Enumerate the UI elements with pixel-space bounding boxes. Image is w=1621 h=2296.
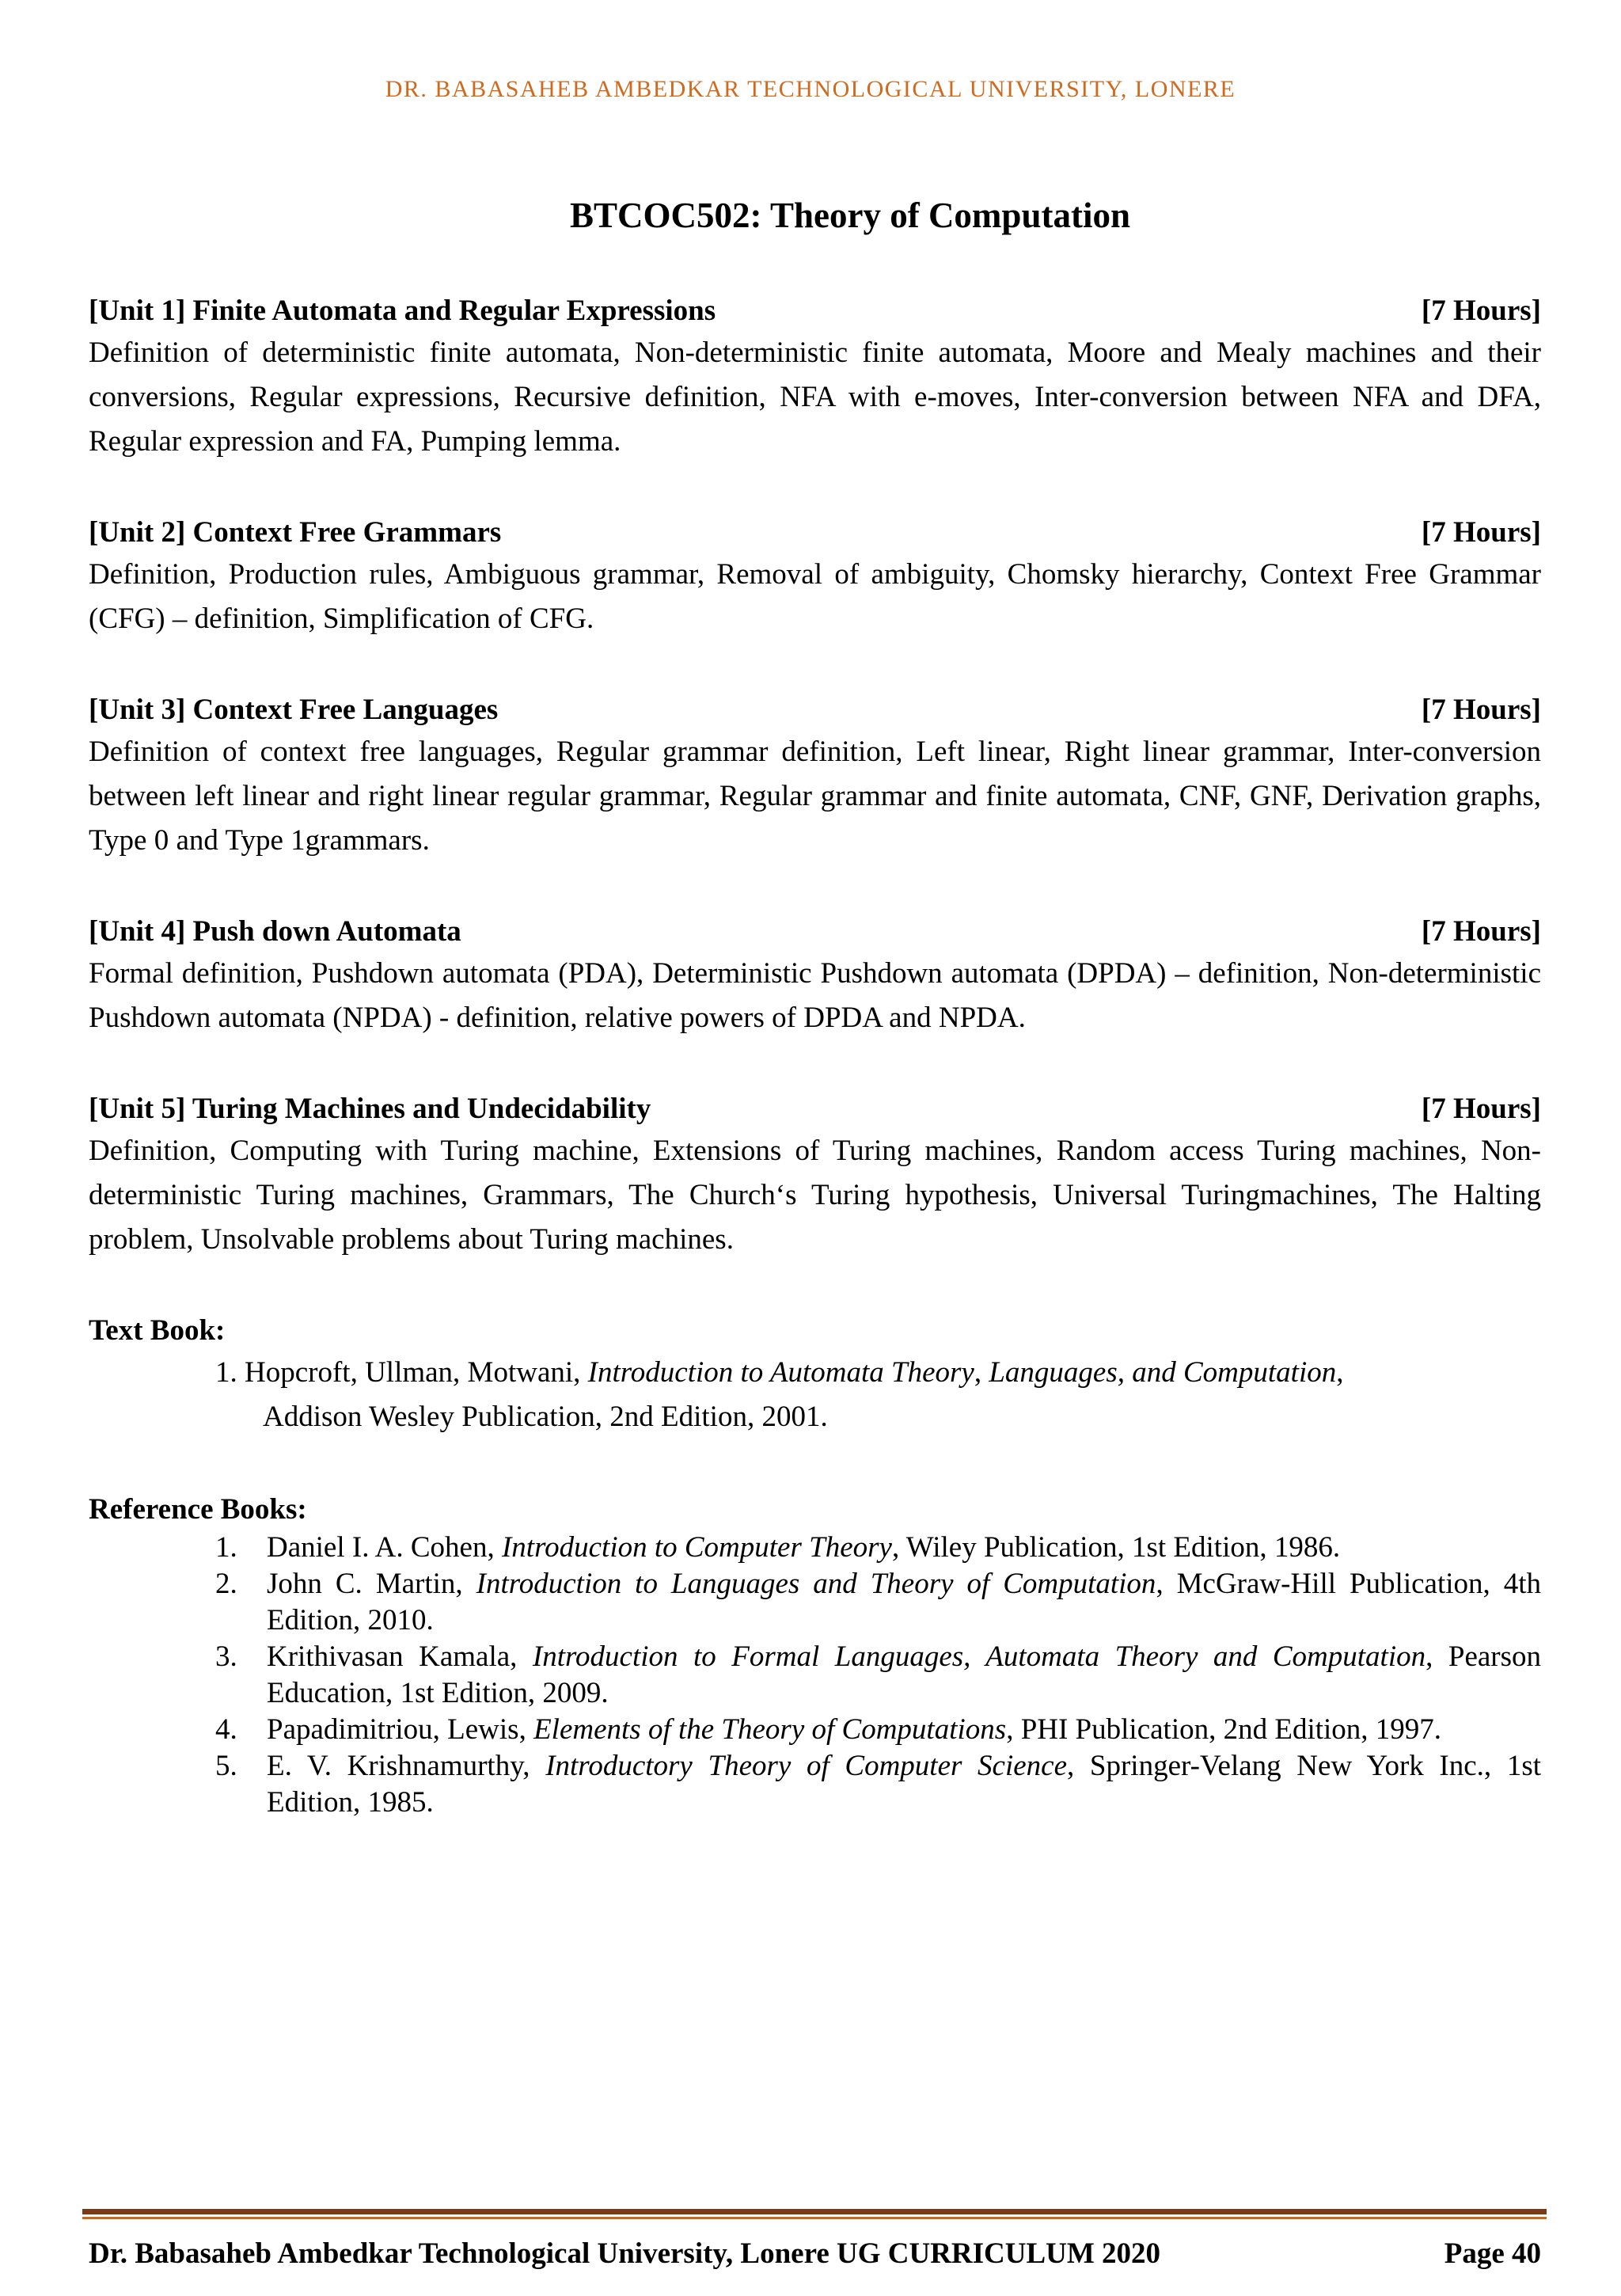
unit-3 bbox=[89, 690, 1541, 863]
book-publisher: Addison Wesley Publication, 2nd Edition, 2001. bbox=[263, 1401, 828, 1433]
item-number: 3. bbox=[215, 1640, 237, 1673]
title-tail: , bbox=[1336, 1356, 1344, 1389]
book-publication: , Springer-Velang New York Inc., 1st Edition, 1985. bbox=[267, 1750, 1541, 1819]
page-footer bbox=[89, 2234, 1541, 2274]
unit-1 bbox=[89, 291, 1541, 464]
unit-description: Definition, Production rules, Ambiguous grammar, Removal of ambiguity, Chomsky hierarchy, Context Free Grammar (CFG) – definition, Simplification of CFG. bbox=[89, 558, 1541, 635]
unit-heading bbox=[89, 1089, 1541, 1129]
book-publication: , PHI Publication, 2nd Edition, 1997. bbox=[1006, 1713, 1442, 1746]
unit-hours: [7 Hours] bbox=[1421, 694, 1541, 726]
item-number: 2. bbox=[215, 1568, 237, 1600]
reference-item bbox=[89, 1639, 1541, 1712]
unit-title: [Unit 2] Context Free Grammars bbox=[89, 516, 502, 549]
book-authors: Papadimitriou, Lewis, bbox=[267, 1713, 534, 1746]
unit-title: [Unit 3] Context Free Languages bbox=[89, 694, 499, 726]
footer-university: Dr. Babasaheb Ambedkar Technological University, Lonere UG CURRICULUM 2020 bbox=[89, 2237, 1161, 2270]
title-separator: , bbox=[974, 1356, 989, 1389]
unit-hours: [7 Hours] bbox=[1421, 1093, 1541, 1125]
unit-description: Formal definition, Pushdown automata (PDA), Deterministic Pushdown automata (DPDA) – definition, Non-deterministic Pushdown automata (NPDA) - definition, relative powers of DPDA and NPDA. bbox=[89, 957, 1541, 1034]
book-publication: , Wiley Publication, 1st Edition, 1986. bbox=[891, 1531, 1341, 1564]
book-title: Introduction to Computer Theory bbox=[501, 1531, 892, 1564]
reference-books-section bbox=[89, 1490, 1541, 1821]
book-authors: E. V. Krishnamurthy, bbox=[267, 1750, 546, 1782]
unit-hours: [7 Hours] bbox=[1421, 516, 1541, 549]
book-publication: , McGraw-Hill Publication, 4th Edition, 2010. bbox=[267, 1568, 1541, 1636]
unit-2 bbox=[89, 513, 1541, 641]
item-number: 4. bbox=[215, 1713, 237, 1746]
unit-heading bbox=[89, 513, 1541, 553]
reference-item bbox=[89, 1712, 1541, 1748]
item-number: 5. bbox=[215, 1750, 237, 1782]
reference-item bbox=[89, 1566, 1541, 1639]
reference-item bbox=[89, 1530, 1541, 1566]
book-authors: Krithivasan Kamala, bbox=[267, 1640, 533, 1673]
page-number: Page 40 bbox=[1444, 2237, 1541, 2270]
book-publication: , Pearson Education, 1st Edition, 2009. bbox=[267, 1640, 1542, 1709]
item-number: 1. bbox=[215, 1356, 237, 1389]
university-header: DR. BABASAHEB AMBEDKAR TECHNOLOGICAL UNIVERSITY, LONERE bbox=[385, 76, 1236, 102]
unit-title: [Unit 4] Push down Automata bbox=[89, 915, 461, 948]
book-title: Elements of the Theory of Computations bbox=[533, 1713, 1007, 1746]
unit-title: [Unit 1] Finite Automata and Regular Expressions bbox=[89, 295, 716, 327]
book-title-continued: Languages, and Computation bbox=[989, 1356, 1337, 1389]
course-title: BTCOC502: Theory of Computation bbox=[570, 196, 1130, 235]
reference-list bbox=[89, 1530, 1541, 1821]
unit-heading bbox=[89, 912, 1541, 952]
book-authors: Hopcroft, Ullman, Motwani, bbox=[245, 1356, 588, 1389]
unit-title: [Unit 5] Turing Machines and Undecidability bbox=[89, 1093, 651, 1125]
item-number: 1. bbox=[215, 1531, 237, 1564]
unit-description: Definition of context free languages, Regular grammar definition, Left linear, Right linear grammar, Inter-conversion between left linear and right linear regular grammar, Regular grammar and finite automata, CNF, GNF, Derivation graphs, Type 0 and Type 1grammars. bbox=[89, 736, 1541, 857]
footer-divider-light bbox=[82, 2217, 1547, 2219]
reference-item bbox=[89, 1748, 1541, 1821]
book-authors: John C. Martin, bbox=[267, 1568, 476, 1600]
reference-books-label: Reference Books: bbox=[89, 1493, 307, 1526]
unit-description: Definition of deterministic finite automata, Non-deterministic finite automata, Moore and Mealy machines and their conversions, Regular expressions, Recursive definition, NFA with e-moves, Inter-conversion between NFA and DFA, Regular expression and FA, Pumping lemma. bbox=[89, 336, 1541, 458]
text-book-item bbox=[215, 1351, 1541, 1439]
book-title: Introduction to Languages and Theory of Computation bbox=[476, 1568, 1156, 1600]
book-title: Introduction to Formal Languages, Automata Theory and Computation bbox=[532, 1640, 1426, 1673]
book-title: Introduction to Automata Theory bbox=[587, 1356, 974, 1389]
unit-hours: [7 Hours] bbox=[1421, 295, 1541, 327]
unit-heading bbox=[89, 291, 1541, 331]
footer-divider-dark bbox=[82, 2209, 1547, 2214]
unit-hours: [7 Hours] bbox=[1421, 915, 1541, 948]
unit-heading bbox=[89, 690, 1541, 730]
syllabus-content bbox=[89, 291, 1541, 1821]
unit-4 bbox=[89, 912, 1541, 1040]
text-book-label: Text Book: bbox=[89, 1314, 226, 1347]
book-authors: Daniel I. A. Cohen, bbox=[267, 1531, 502, 1564]
book-title: Introductory Theory of Computer Science bbox=[545, 1750, 1068, 1782]
unit-description: Definition, Computing with Turing machine, Extensions of Turing machines, Random access Turing machines, Non-deterministic Turing machines, Grammars, The Church‘s Turing hypothesis, Universal Turingmachines, The Halting problem, Unsolvable problems about Turing machines. bbox=[89, 1135, 1541, 1256]
unit-5 bbox=[89, 1089, 1541, 1262]
text-book-section bbox=[89, 1311, 1541, 1439]
